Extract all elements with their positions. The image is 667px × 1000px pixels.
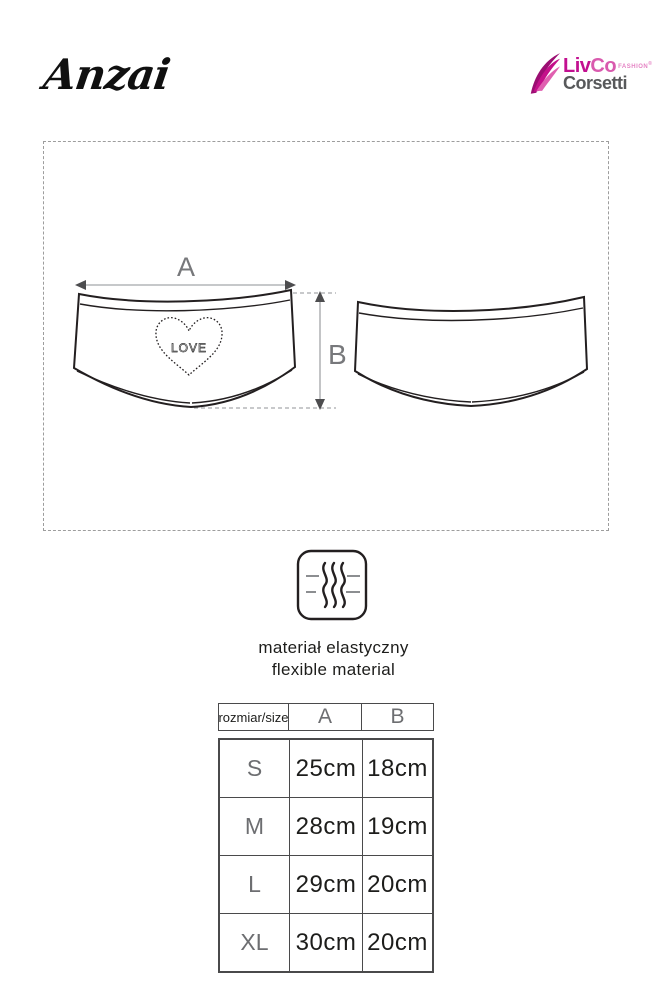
- dim-a-value: 29cm: [290, 856, 363, 913]
- size-table: [218, 703, 434, 973]
- product-name: Anzai: [40, 50, 173, 99]
- table-row-s: [220, 740, 432, 798]
- dim-b-label: B: [328, 339, 347, 370]
- table-row-xl: [220, 914, 432, 971]
- brand-fashion: FASHION®: [618, 61, 653, 70]
- brand-corsetti: Corsetti: [563, 73, 628, 93]
- dim-a-value: 25cm: [290, 740, 363, 797]
- table-row-m: [220, 798, 432, 856]
- table-row-l: [220, 856, 432, 914]
- size-label: S: [220, 740, 290, 797]
- diagram-panel: [43, 141, 609, 531]
- dimension-a: [75, 252, 296, 290]
- panty-back-view: [355, 297, 587, 406]
- garment-diagram: [44, 142, 608, 530]
- material-caption-en: flexible material: [271, 660, 396, 679]
- header-dim-a: A: [289, 704, 362, 730]
- header-rozmiar-size: rozmiar/size: [219, 704, 289, 730]
- dim-b-value: 18cm: [367, 754, 428, 782]
- material-caption: [0, 637, 667, 681]
- dim-b-value: 20cm: [367, 928, 428, 956]
- brand-co: Co: [590, 55, 617, 77]
- size-table-body: [218, 738, 434, 973]
- brand-liv: Liv: [563, 55, 591, 77]
- dim-a-label: A: [176, 252, 196, 282]
- header-dim-b: B: [390, 705, 405, 728]
- dim-b-value: 19cm: [367, 812, 428, 840]
- size-table-header: [218, 703, 434, 731]
- size-label: L: [220, 856, 290, 913]
- dim-a-value: 28cm: [290, 798, 363, 855]
- flexible-material-icon: [295, 548, 369, 622]
- size-label: M: [220, 798, 290, 855]
- dim-b-value: 20cm: [367, 870, 428, 898]
- size-label: XL: [220, 914, 290, 971]
- registered-mark: ®: [648, 61, 653, 67]
- brand-text: [563, 48, 652, 92]
- brand-wing-icon: [527, 48, 561, 96]
- brand-logo: [527, 48, 652, 96]
- material-caption-pl: materiał elastyczny: [258, 638, 409, 657]
- dim-a-value: 30cm: [290, 914, 363, 971]
- heart-love-text: LOVE: [170, 341, 208, 355]
- panty-front-view: [74, 290, 295, 407]
